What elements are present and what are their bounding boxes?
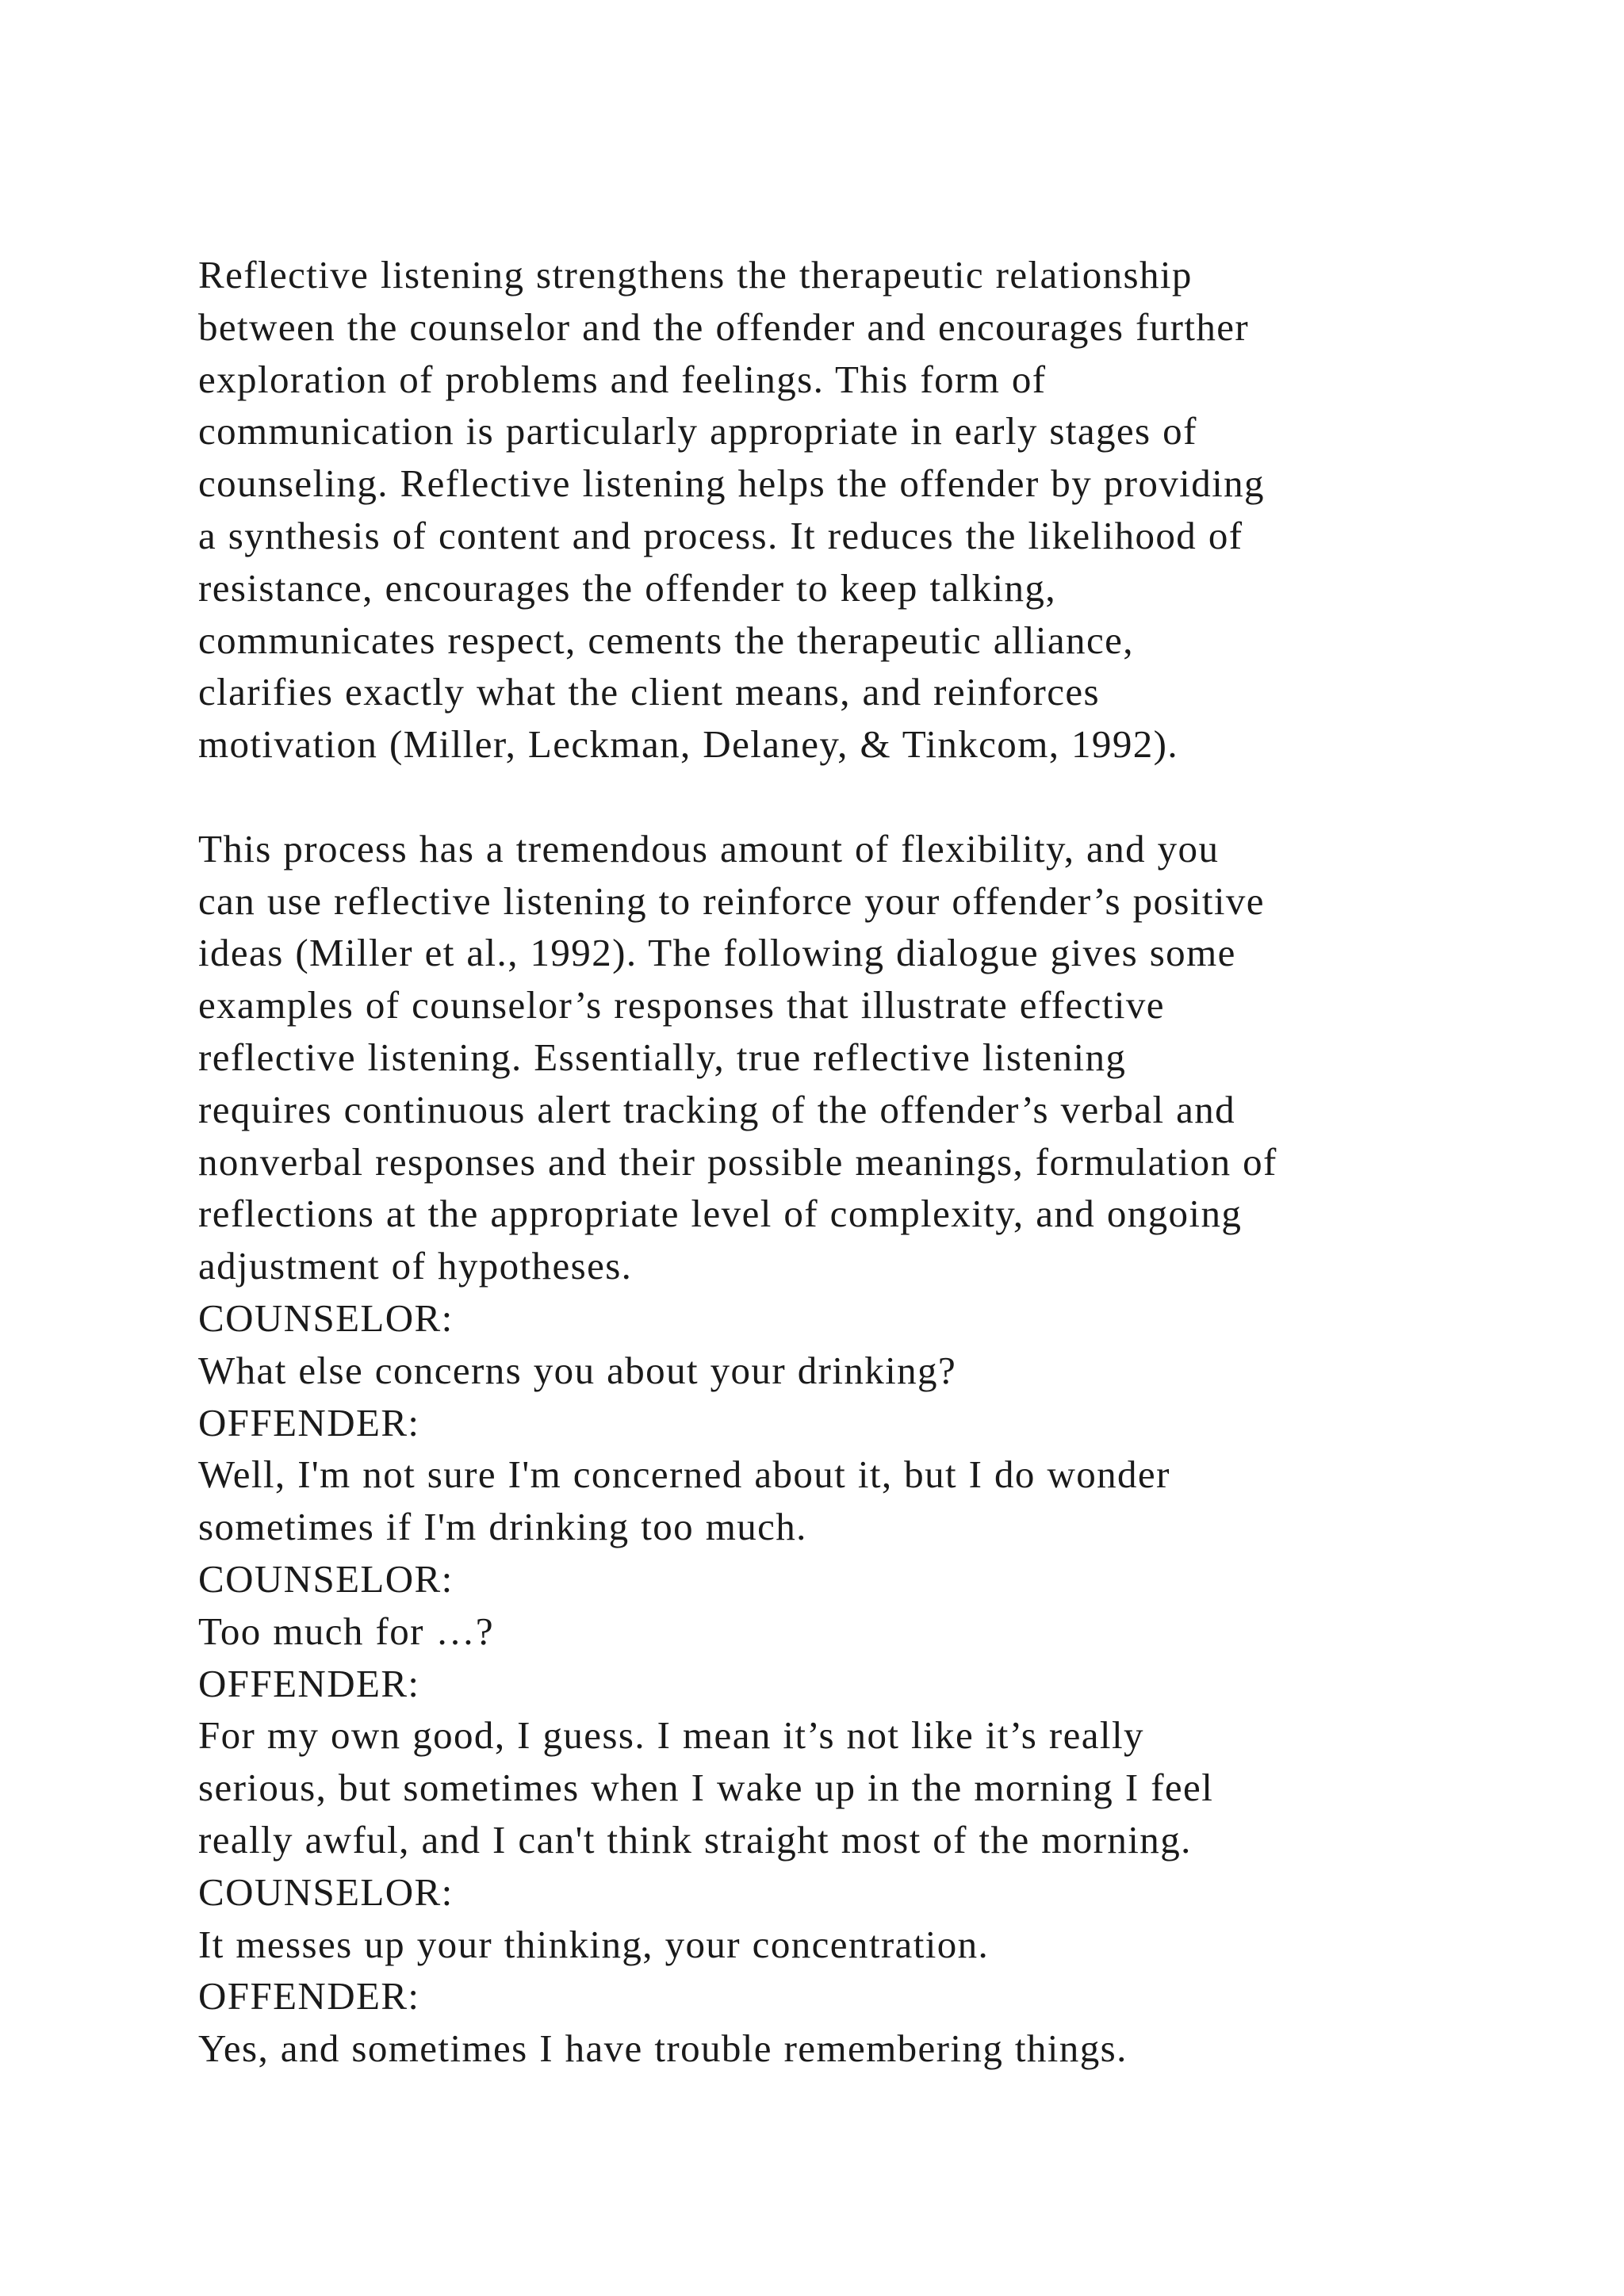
dialogue-line: For my own good, I guess. I mean it’s not like it’s really <box>198 1713 1144 1758</box>
text-line: Reflective listening strengthens the therapeutic relationship <box>198 253 1193 297</box>
speaker-label: COUNSELOR: <box>198 1295 454 1340</box>
text-line: between the counselor and the offender and encourages further <box>198 304 1250 349</box>
speaker-label: OFFENDER: <box>198 1400 420 1445</box>
text-line: resistance, encourages the offender to keep talking, <box>198 565 1056 610</box>
speaker-label: COUNSELOR: <box>198 1556 454 1601</box>
text-line: examples of counselor’s responses that illustrate effective <box>198 983 1165 1027</box>
dialogue-line: Well, I'm not sure I'm concerned about it, but I do wonder <box>198 1452 1170 1497</box>
speaker-label: COUNSELOR: <box>198 1869 454 1914</box>
dialogue <box>198 1292 1546 2075</box>
text-line: can use reflective listening to reinforce your offender’s positive <box>198 878 1265 923</box>
speaker-label: OFFENDER: <box>198 1974 420 2019</box>
paragraph-1 <box>198 249 1546 771</box>
dialogue-line: It messes up your thinking, your concentration. <box>198 1922 990 1966</box>
text-line: a synthesis of content and process. It reduces the likelihood of <box>198 513 1243 557</box>
text-line: communication is particularly appropriate in early stages of <box>198 409 1197 453</box>
document-body <box>198 249 1546 2075</box>
text-line: communicates respect, cements the therapeutic alliance, <box>198 618 1134 662</box>
paragraph-2 <box>198 823 1546 1292</box>
text-line: requires continuous alert tracking of the offender’s verbal and <box>198 1087 1236 1131</box>
text-line: This process has a tremendous amount of flexibility, and you <box>198 826 1220 871</box>
text-line: motivation (Miller, Leckman, Delaney, & Tinkcom, 1992). <box>198 722 1178 767</box>
paragraph-gap <box>198 771 1546 823</box>
text-line: ideas (Miller et al., 1992). The following dialogue gives some <box>198 931 1236 975</box>
dialogue-line: sometimes if I'm drinking too much. <box>198 1505 807 1549</box>
text-line: reflections at the appropriate level of complexity, and ongoing <box>198 1192 1243 1236</box>
speaker-label: OFFENDER: <box>198 1661 420 1705</box>
text-line: counseling. Reflective listening helps the offender by providing <box>198 461 1265 506</box>
dialogue-line: really awful, and I can't think straight most of the morning. <box>198 1817 1192 1862</box>
dialogue-line: Yes, and sometimes I have trouble remembering things. <box>198 2026 1128 2071</box>
text-line: exploration of problems and feelings. This form of <box>198 357 1047 401</box>
text-line: clarifies exactly what the client means, and reinforces <box>198 670 1101 714</box>
text-line: nonverbal responses and their possible meanings, formulation of <box>198 1139 1277 1184</box>
dialogue-line: Too much for …? <box>198 1609 495 1653</box>
text-line: adjustment of hypotheses. <box>198 1244 633 1288</box>
text-line: reflective listening. Essentially, true reflective listening <box>198 1035 1127 1079</box>
dialogue-line: What else concerns you about your drinking? <box>198 1348 957 1392</box>
dialogue-line: serious, but sometimes when I wake up in the morning I feel <box>198 1766 1214 1810</box>
